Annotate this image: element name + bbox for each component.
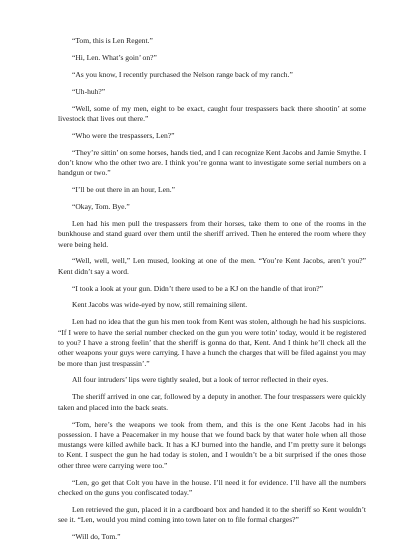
paragraph-3: “As you know, I recently purchased the Nelson range back of my ranch.” — [72, 69, 293, 79]
paragraph-14: Len had no idea that the gun his men took from Kent was stolen, although he had his suspicions. “If I were to have the serial number checked on the gun you were totin’ today, would it be registered to you? I have a strong feelin’ that the sheriff is gonna do that, Kent. And I think he’ll check all the other weapons your guys were carrying. I have a hunch the charges that will be filed against you may be more than just trespassin’.” — [58, 317, 366, 368]
paragraph-11: “Well, well, well,” Len mused, looking at one of the men. “You’re Kent Jacobs, aren’t you?” Kent didn’t say a word. — [58, 256, 366, 276]
paragraph-4: “Uh-huh?” — [72, 86, 106, 96]
paragraph-6: “Who were the trespassers, Len?” — [72, 130, 175, 140]
paragraph-5: “Well, some of my men, eight to be exact, caught four trespassers back there shootin’ at some livestock that lives out there.” — [58, 103, 366, 123]
paragraph-20: “Will do, Tom.” — [72, 531, 121, 541]
paragraph-7: “They’re sittin’ on some horses, hands tied, and I can recognize Kent Jacobs and Jamie Smythe. I don’t know who the other two are. I think you’re gonna want to investigate some serial numbers on a handgun or two.” — [58, 147, 366, 178]
paragraph-15: All four intruders’ lips were tightly sealed, but a look of terror reflected in their eyes. — [72, 375, 329, 385]
paragraph-1: “Tom, this is Len Regent.” — [72, 36, 153, 45]
paragraph-9: “Okay, Tom. Bye.” — [72, 202, 130, 212]
paragraph-18: “Len, go get that Colt you have in the house. I’ll need it for evidence. I’ll have all the numbers checked on the guns you confiscated today.” — [58, 477, 366, 497]
paragraph-17: “Tom, here’s the weapons we took from them, and this is the one Kent Jacobs had in his possession. I have a Peacemaker in my house that we found back by that water hole when all those mustangs were killed awhile back. It has a KJ burned into the handle, and I’m pretty sure it belongs to Kent. I suspect the gun he had today is stolen, and I wouldn’t be a bit surprised if the ones those other three were carrying were too.” — [58, 419, 366, 470]
paragraph-8: “I’ll be out there in an hour, Len.” — [72, 185, 176, 195]
paragraph-19: Len retrieved the gun, placed it in a cardboard box and handed it to the sheriff so Kent wouldn’t see it. “Len, would you mind coming into town later on to file formal charges?” — [58, 504, 366, 525]
paragraph-16: The sheriff arrived in one car, followed by a deputy in another. The four trespassers were quickly taken and placed into the back seats. — [58, 392, 366, 412]
paragraph-2: “Hi, Len. What’s goin’ on?” — [72, 52, 157, 62]
paragraph-10: Len had his men pull the trespassers from their horses, take them to one of the rooms in the bunkhouse and stand guard over them until the sheriff arrived. Then he entered the room where they were being held. — [58, 218, 366, 249]
paragraph-13: Kent Jacobs was wide-eyed by now, still remaining silent. — [72, 300, 248, 310]
paragraph-12: “I took a look at your gun. Didn’t there used to be a KJ on the handle of that iron?” — [72, 283, 323, 293]
